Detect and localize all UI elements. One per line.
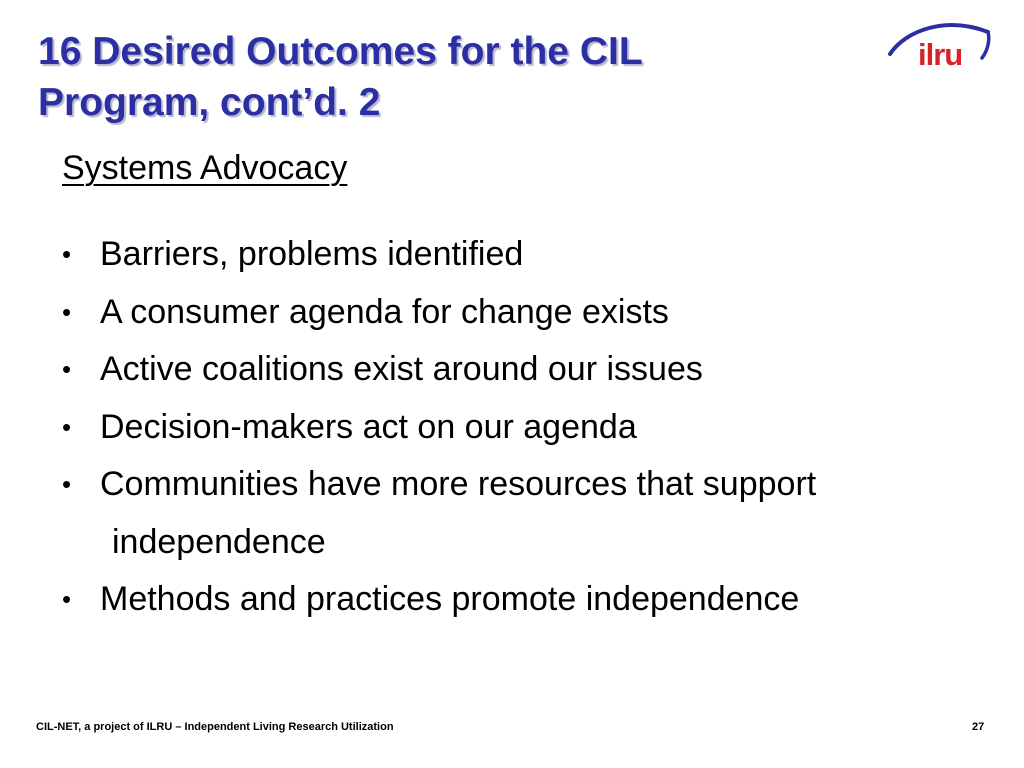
bullet-icon: • (62, 239, 72, 269)
logo-text: ilru (918, 37, 963, 72)
bullet-item (58, 399, 978, 457)
slide-title (38, 26, 798, 128)
bullet-item (58, 456, 978, 571)
bullet-item (58, 226, 978, 284)
bullet-text: Barriers, problems identified (100, 235, 524, 273)
section-heading: Systems Advocacy (62, 149, 348, 187)
title-line-1: 16 Desired Outcomes for the CIL (38, 30, 643, 73)
bullet-text-continuation: independence (112, 522, 326, 561)
bullet-list (58, 226, 978, 629)
bullet-item (58, 284, 978, 342)
footer-text: CIL-NET, a project of ILRU – Independent Living Research Utilization (36, 721, 394, 733)
bullet-item (58, 341, 978, 399)
bullet-text: Methods and practices promote independence (100, 580, 800, 618)
bullet-text: Decision-makers act on our agenda (100, 407, 637, 446)
bullet-text: Communities have more resources that support (100, 465, 817, 503)
bullet-item (58, 571, 978, 629)
bullet-icon: • (62, 354, 72, 384)
bullet-icon: • (62, 411, 72, 442)
bullet-icon: • (62, 584, 72, 614)
bullet-text: A consumer agenda for change exists (100, 292, 669, 331)
bullet-text: Active coalitions exist around our issues (100, 350, 703, 388)
ilru-logo (884, 18, 992, 74)
bullet-icon: • (62, 296, 72, 327)
bullet-icon: • (62, 469, 72, 499)
page-number: 27 (972, 721, 985, 733)
title-line-2: Program, cont’d. 2 (38, 81, 381, 124)
